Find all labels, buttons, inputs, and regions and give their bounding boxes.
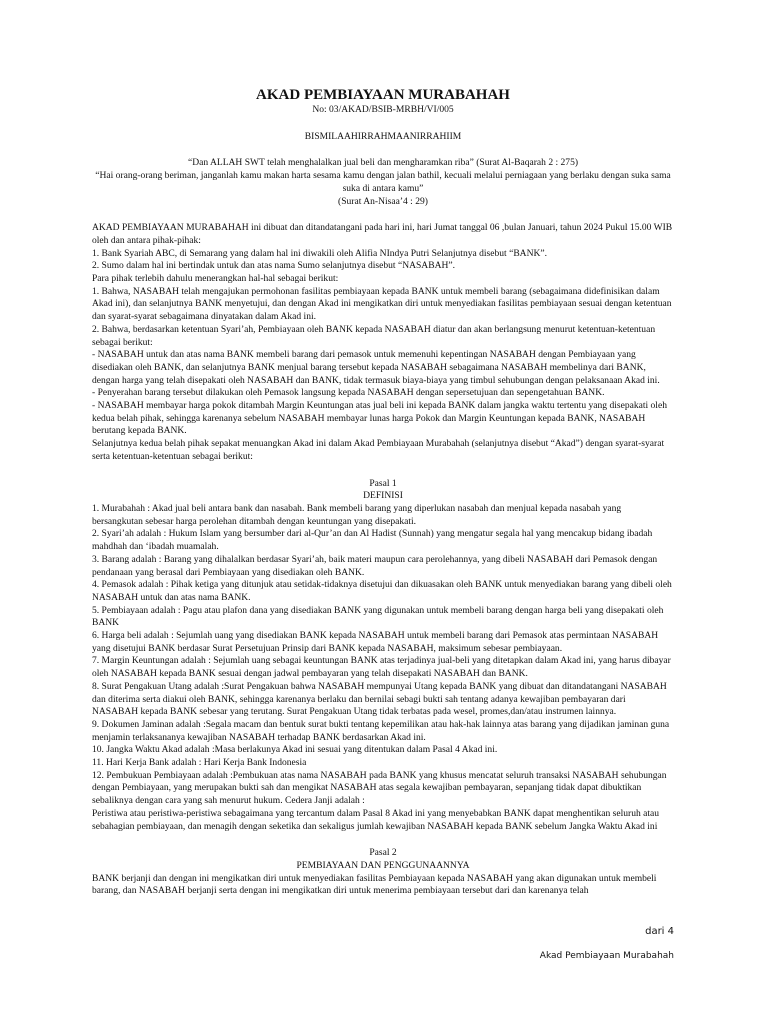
definition-item: 3. Barang adalah : Barang yang dihalalkan berdasar Syari’ah, baik materi maupun cara perolehannya, yang dibeli NASABAH dari Pemasok dengan pendanaan yang berasal dari Pembiayaan yang disediakan oleh BANK. (92, 553, 658, 578)
document-number: No: 03/AKAD/BSIB-MRBH/VI/005 (312, 104, 454, 115)
intro-paragraph: 1. Bank Syariah ABC, di Semarang yang dalam hal ini diwakili oleh Alifia NIndya Putri Selanjutnya disebut “BANK”. (92, 247, 547, 259)
bismillah-line: BISMILAAHIRRAHMAANIRRAHIIM (304, 130, 462, 142)
quote-1: “Dan ALLAH SWT telah menghalalkan jual beli dan mengharamkan riba” (Surat Al-Baqarah 2 : 275) (187, 157, 579, 169)
intro-paragraph: 1. Bahwa, NASABAH telah mengajukan permohonan fasilitas pembiayaan kepada BANK untuk membeli barang (sebagaimana didefinisikan dalam Akad ini), dan selanjutnya BANK menyetujui, dan dengan Akad ini mengikatkan diri untuk menyediakan fasilitas pembiayaan sesuai dengan ketentuan dan syarat-syarat sebagaimana dinyatakan dalam Akad ini. (92, 285, 672, 323)
intro-section (92, 222, 674, 463)
pasal-2-number: Pasal 2 (369, 847, 397, 859)
quote-3: (Surat An-Nisaa’4 : 29) (338, 195, 428, 207)
page-indicator: dari 4 (645, 926, 674, 937)
definition-item: 8. Surat Pengakuan Utang adalah :Surat Pengakuan bahwa NASABAH mempunyai Utang kepada BANK yang dibuat dan ditandatangani NASABAH dan diterima serta diakui oleh BANK, sehingga karenanya berlaku dan bernilai sebagi bukti sah tentang adanya kewajiban pembayaran dari NASABAH kepada BANK sebesar yang terutang. Surat Pengakuan Utang tidak terbatas pada wesel, promes,dan/atau instrumen lainnya. (92, 680, 667, 718)
document-body (92, 86, 674, 898)
definition-item: 10. Jangka Waktu Akad adalah :Masa berlakunya Akad ini sesuai yang ditentukan dalam Pasal 4 Akad ini. (92, 744, 498, 756)
intro-paragraph: Selanjutnya kedua belah pihak sepakat menuangkan Akad ini dalam Akad Pembiayaan Murabahah (selanjutnya disebut “Akad”) dengan syarat-syarat serta ketentuan-ketentuan sebagai berikut: (92, 438, 665, 462)
pasal-1-number: Pasal 1 (369, 477, 397, 489)
pasal-2-heading: PEMBIAYAAN DAN PENGGUNAANNYA (296, 859, 470, 871)
quote-2: “Hai orang-orang beriman, janganlah kamu makan harta sesama kamu dengan jalan bathil, kecuali melalui perniagaan yang berlaku dengan suka sama suka di antara kamu” (95, 170, 671, 194)
pasal-2-section (92, 847, 674, 898)
definition-item: 11. Hari Kerja Bank adalah : Hari Kerja Bank Indonesia (92, 757, 307, 769)
definition-item: 1. Murabahah : Akad jual beli antara bank dan nasabah. Bank membeli barang yang diperlukan nasabah dan menjual kepada nasabah yang bersangkutan sebesar harga perolehan ditambah dengan keuntungan yang disepakati. (92, 502, 622, 527)
footer-document-title: Akad Pembiayaan Murabahah (539, 951, 674, 961)
definition-item: Peristiwa atau peristiwa-peristiwa sebagaimana yang tercantum dalam Pasal 8 Akad ini yang menyebabkan BANK dapat menghentikan seluruh atau sebahagian pembiayaan, dan menagih dengan seketika dan sekaligus jumlah kewajiban NASABAH kepada BANK sebelum Jangka Waktu Akad ini (92, 807, 660, 832)
intro-paragraph: 2. Bahwa, berdasarkan ketentuan Syari’ah, Pembiayaan oleh BANK kepada NASABAH diatur dan akan berlangsung menurut ketentuan-ketentuan sebagai berikut: (92, 323, 656, 348)
intro-paragraph: - NASABAH membayar harga pokok ditambah Margin Keuntungan atas jual beli ini kepada BANK dalam jangka waktu tertentu yang disepakati oleh kedua belah pihak, sehingga karenanya sebelum NASABAH membayar lunas harga Pokok dan Margin Keuntungan kepada BANK, NASABAH berutang kepada BANK. (92, 400, 667, 437)
definition-item: 2. Syari’ah adalah : Hukum Islam yang bersumber dari al-Qur’an dan Al Hadist (Sunnah) yang mengatur segala hal yang mencakup bidang ibadah mahdhah dan ‘ibadah muamalah. (92, 528, 653, 553)
intro-paragraph: AKAD PEMBIAYAAN MURABAHAH ini dibuat dan ditandatangani pada hari ini, hari Jumat tanggal 06 ,bulan Januari, tahun 2024 Pukul 15.00 WIB oleh dan antara pihak-pihak: (92, 222, 673, 246)
pasal-1-heading: DEFINISI (363, 490, 403, 502)
definition-item: 12. Pembukuan Pembiayaan adalah :Pembukuan atas nama NASABAH pada BANK yang khusus mencatat seluruh transaksi NASABAH sehubungan dengan Pembiayaan, yang merupakan bukti sah dan mengikat NASABAH atas segala kewajiban pembayaran, sepanjang tidak dapat dibuktikan sebaliknya dengan cara yang sah menurut hukum. Cedera Janji adalah : (92, 769, 667, 807)
quote-block (92, 157, 674, 208)
definition-item: 4. Pemasok adalah : Pihak ketiga yang ditunjuk atau setidak-tidaknya disetujui dan dikuasakan oleh BANK untuk menyediakan barang yang dibeli oleh NASABAH untuk dan atas nama BANK. (92, 579, 672, 603)
definition-item: 5. Pembiayaan adalah : Pagu atau plafon dana yang disediakan BANK yang digunakan untuk membeli barang dengan harga beli yang disepakati oleh BANK (92, 604, 664, 629)
document-title: AKAD PEMBIAYAAN MURABAHAH (256, 87, 510, 103)
intro-paragraph: - NASABAH untuk dan atas nama BANK membeli barang dari pemasok untuk memenuhi kepentingan NASABAH dengan Pembiayaan yang disediakan oleh BANK, dan selanjutnya BANK menjual barang tersebut kepada NASABAH sebagaimana NASABAH membelinya dari BANK, dengan harga yang telah disepakati oleh NASABAH dan BANK, tidak termasuk biaya-biaya yang timbul sehubungan dengan pelaksanaan Akad ini. (92, 349, 660, 386)
definition-item: 7. Margin Keuntungan adalah : Sejumlah uang sebagai keuntungan BANK atas terjadinya jual-beli yang ditetapkan dalam Akad ini, yang harus dibayar oleh NASABAH kepada BANK sesuai dengan jadwal pembayaran yang telah disepakati NASABAH dan BANK. (92, 655, 671, 680)
intro-paragraph: - Penyerahan barang tersebut dilakukan oleh Pemasok langsung kepada NASABAH dengan sepersetujuan dan sepengetahuan BANK. (92, 387, 605, 399)
definition-item: 9. Dokumen Jaminan adalah :Segala macam dan bentuk surat bukti tentang kepemilikan atau hak-hak lainnya atas barang yang dijadikan jaminan guna menjamin terlaksananya kewajiban NASABAH terhadap BANK berdasarkan Akad ini. (92, 718, 670, 743)
definition-item: 6. Harga beli adalah : Sejumlah uang yang disediakan BANK kepada NASABAH untuk membeli barang dari Pemasok atas permintaan NASABAH yang disetujui BANK berdasar Surat Persetujuan Prinsip dari BANK kepada NASABAH, maksimum sebesar pembiayaan. (92, 630, 659, 654)
pasal-1-section (92, 478, 674, 834)
intro-paragraph: 2. Sumo dalam hal ini bertindak untuk dan atas nama Sumo selanjutnya disebut “NASABAH”. (92, 260, 455, 272)
intro-paragraph: Para pihak terlebih dahulu menerangkan hal-hal sebagai berikut: (92, 273, 339, 285)
pasal-2-text: BANK berjanji dan dengan ini mengikatkan diri untuk menyediakan fasilitas Pembiayaan kepada NASABAH yang akan digunakan untuk membeli barang, dan NASABAH berjanji serta dengan ini mengikatkan diri untuk menerima pembiayaan tersebut dari dan karenanya telah (92, 872, 657, 897)
